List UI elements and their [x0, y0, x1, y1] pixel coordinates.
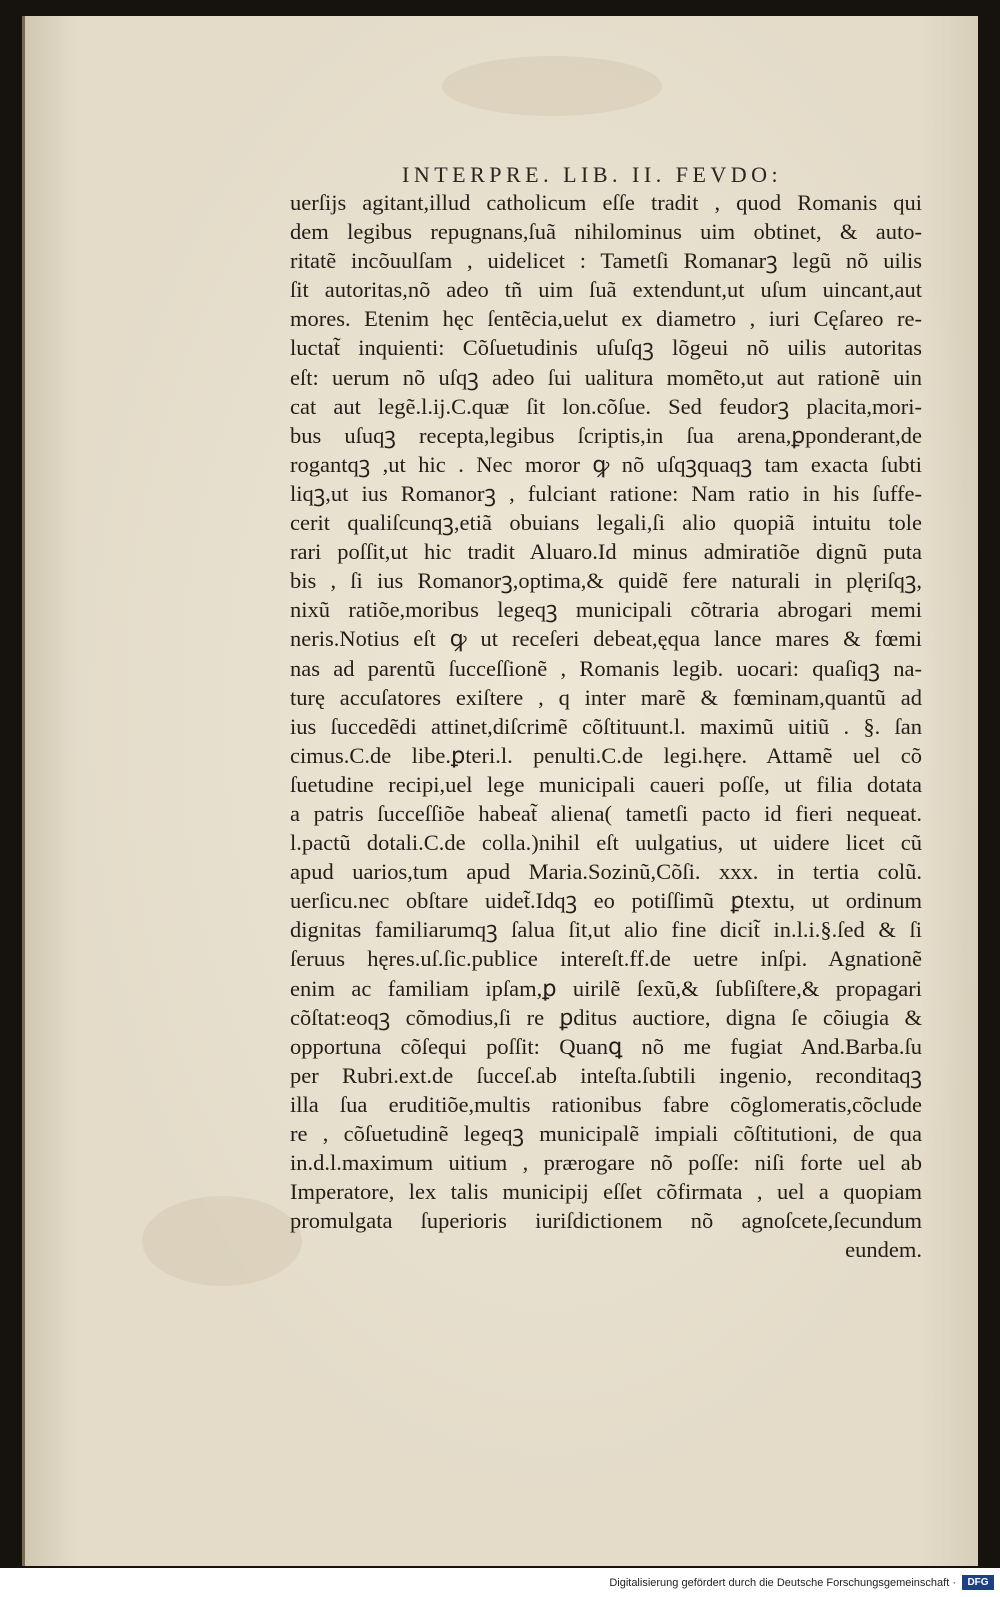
text-line: bus uſuqꝫ recepta,legibus ſcriptis,in ſua arena,ꝑponderant,de: [290, 422, 922, 448]
text-line: uerſijs agitant,illud catholicum eſſe tradit , quod Romanis qui: [290, 190, 922, 215]
text-line: rogantqꝫ ,ut hic . Nec moror ꝙ nõ uſqꝫquaqꝫ tam exacta ſubti: [290, 451, 922, 477]
text-line: cõſtat:eoqꝫ cõmodius,ſi re ꝑditus auctiore, digna ſe cõiugia &: [290, 1004, 922, 1030]
text-line: uerſicu.nec obſtare uidet̃.Idqꝫ eo potiſſimũ ꝑtextu, ut ordinum: [290, 888, 922, 914]
text-line: ritatẽ incõuulſam , uidelicet : Tametſi Romanarꝫ legũ nõ uilis: [290, 248, 922, 274]
paper-stain: [442, 56, 662, 116]
text-line: liqꝫ,ut ius Romanorꝫ , fulciant ratione: Nam ratio in his ſuffe-: [290, 480, 922, 506]
text-line: cimus.C.de libe.ꝑteri.l. penulti.C.de legi.hęre. Attamẽ uel cõ: [290, 742, 922, 768]
text-line: ſit autoritas,nõ adeo tñ uim ſuã extendunt,ut uſum uincant,aut: [290, 277, 922, 303]
text-line: enim ac familiam ipſam,ꝑ uirilẽ ſexũ,& ſubſiſtere,& propagari: [290, 975, 922, 1001]
text-line: nixũ ratiõe,moribus legeqꝫ municipali cõtraria abrogari memi: [290, 597, 922, 623]
text-line: opportuna cõſequi poſſit: Quanꝗ nõ me fugiat And.Barba.ſu: [290, 1033, 922, 1059]
text-line: a patris ſucceſſiõe habeat̃ aliena( tametſi pacto id fieri nequeat.: [290, 800, 922, 826]
funding-credit: Digitalisierung gefördert durch die Deutsche Forschungsgemeinschaft ·: [609, 1577, 956, 1589]
text-line: mores. Etenim hęc ſentẽcia,uelut ex diametro , iuri Cęſareo re-: [290, 306, 922, 332]
text-line: l.pactũ dotali.C.de colla.)nihil eſt uulgatius, ut uidere licet cũ: [290, 830, 922, 856]
page-gutter-edge: [22, 16, 25, 1566]
text-line: cerit qualiſcunqꝫ,etiã obuians legali,ſi alio quopiã intuitu tole: [290, 510, 922, 536]
text-line: neris.Notius eſt ꝙ ut receſeri debeat,ęqua lance mares & fœmi: [290, 626, 922, 652]
paper-stain: [142, 1196, 302, 1286]
text-line: eundem.: [845, 1237, 922, 1263]
text-line: apud uarios,tum apud Maria.Sozinũ,Cõſi. xxx. in tertia colũ.: [290, 859, 922, 885]
text-line: dem legibus repugnans,ſuã nihilominus uim obtinet, & auto-: [290, 219, 922, 245]
text-line: cat aut legẽ.l.ij.C.quæ ſit lon.cõſue. Sed feudorꝫ placita,mori-: [290, 393, 922, 419]
text-line: nas ad parentũ ſucceſſionẽ , Romanis legib. uocari: quaſiqꝫ na-: [290, 655, 922, 681]
text-line: re , cõſuetudinẽ legeqꝫ municipalẽ impiali cõſtitutioni, de qua: [290, 1121, 922, 1146]
text-line: promulgata ſuperioris iuriſdictionem nõ agnoſcete,ſecundum: [290, 1208, 922, 1234]
text-line: per Rubri.ext.de ſucceſ.ab inteſta.ſubtili ingenio, reconditaqꝫ: [290, 1062, 922, 1088]
text-line: eſt: uerum nõ uſqꝫ adeo ſui ualitura momẽto,ut aut rationẽ uin: [290, 364, 922, 390]
text-line: ſuetudine recipi,uel lege municipali caueri poſſe, ut filia dotata: [290, 771, 922, 797]
text-line: luctat̃ inquienti: Cõſuetudinis uſuſqꝫ lõgeui nõ uilis autoritas: [290, 335, 922, 361]
text-line: in.d.l.maximum uitium , prærogare nõ poſſe: niſi forte uel ab: [290, 1150, 922, 1176]
body-text: [290, 188, 922, 1264]
footer-bar: [0, 1568, 1000, 1597]
text-line: rari poſſit,ut hic tradit Aluaro.Id minus admiratiõe dignũ puta: [290, 539, 922, 565]
text-line: ſeruus hęres.uſ.ſic.publice intereſt.ff.de uetre inſpi. Agnationẽ: [290, 946, 922, 972]
text-line: bis , ſi ius Romanorꝫ,optima,& quidẽ fere naturali in plęriſqꝫ,: [290, 568, 922, 594]
dfg-logo: DFG: [962, 1575, 994, 1590]
text-line: illa ſua eruditiõe,multis rationibus fabre cõglomeratis,cõclude: [290, 1091, 922, 1117]
text-line: dignitas familiarumqꝫ ſalua ſit,ut alio fine dicit̃ in.l.i.§.ſed & ſi: [290, 917, 922, 943]
running-head: INTERPRE. LIB. II. FEVDO:: [402, 162, 783, 187]
text-line: ius ſuccedẽdi attinet,diſcrimẽ cõſtituunt.l. maximũ uitiũ . §. ſan: [290, 713, 922, 739]
text-line: turę accuſatores exiſtere , q inter marẽ & fœminam,quantũ ad: [290, 684, 922, 710]
text-line: Imperatore, lex talis municipij eſſet cõfirmata , uel a quopiam: [290, 1179, 922, 1205]
